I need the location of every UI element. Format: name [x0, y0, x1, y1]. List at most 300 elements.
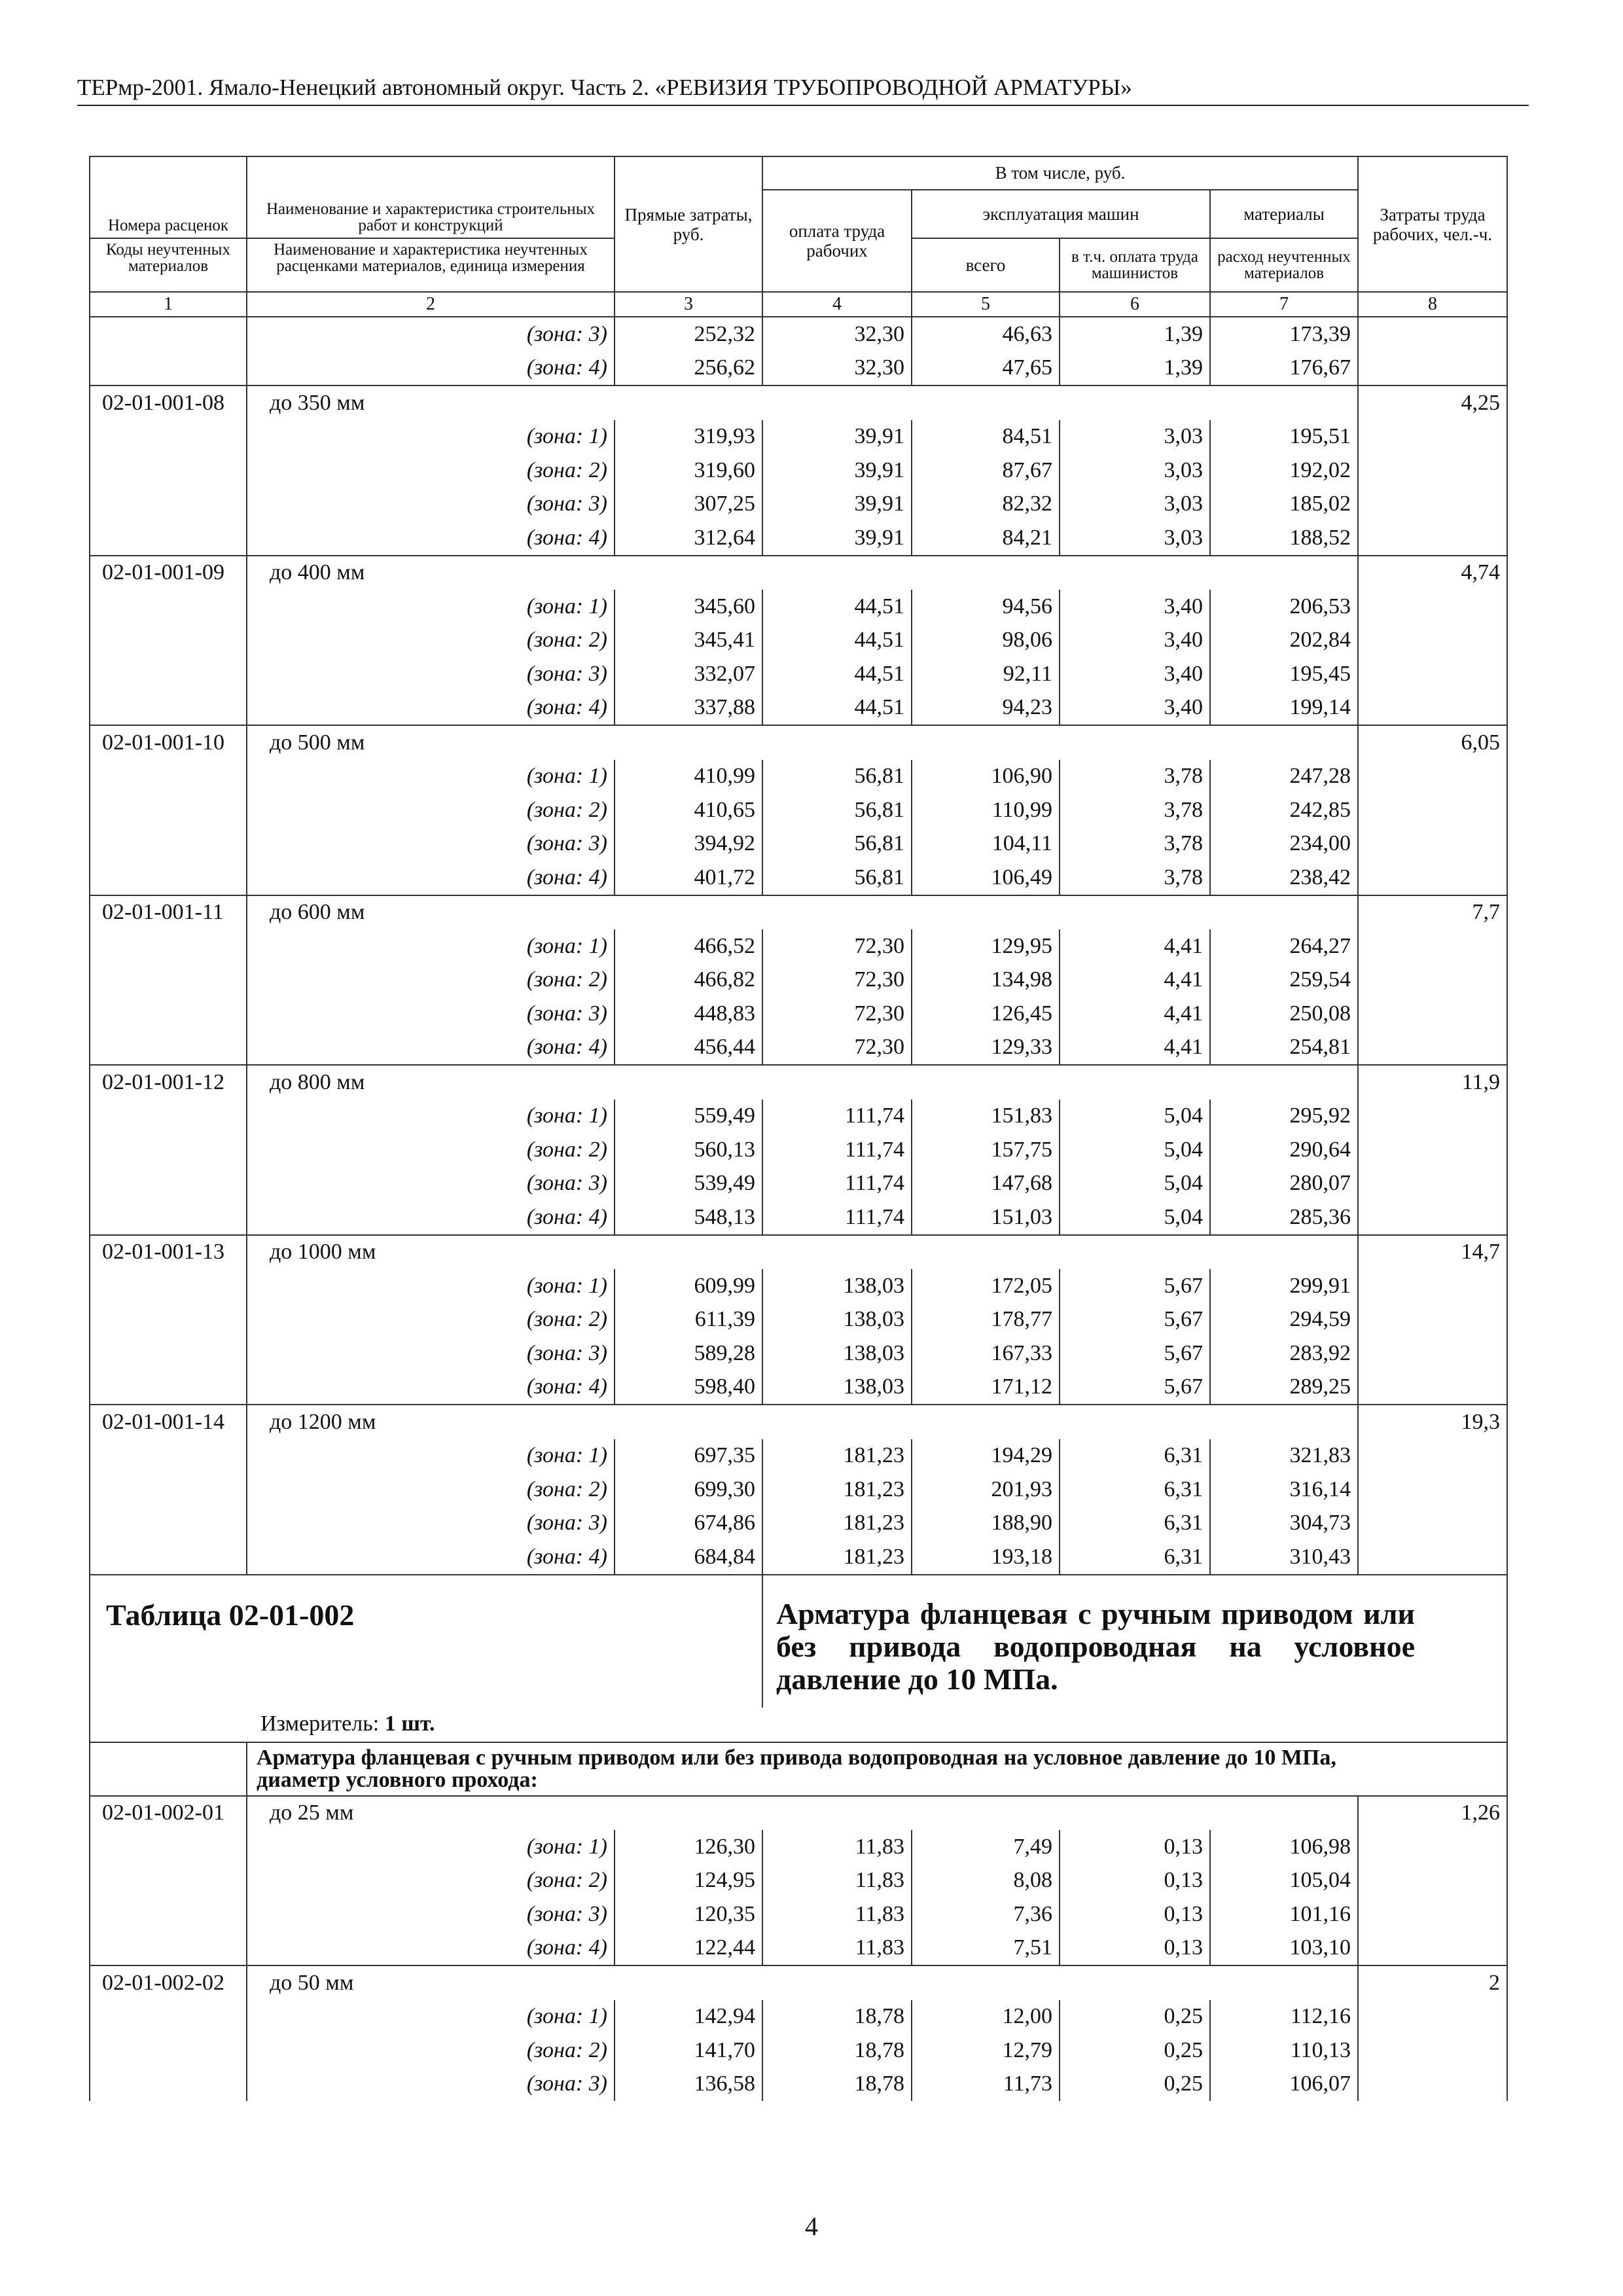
material-expense-value: 106,98 [1210, 1830, 1358, 1864]
worker-wages-value: 11,83 [762, 1931, 912, 1966]
direct-costs-value: 401,72 [615, 861, 762, 895]
rate-code-empty [90, 2068, 247, 2102]
rate-name: до 50 мм [247, 1965, 1358, 2000]
machinist-wages-value: 4,41 [1060, 929, 1210, 963]
material-expense-value: 112,16 [1210, 2000, 1358, 2034]
labor-costs-value: 4,74 [1358, 556, 1507, 590]
machinist-wages-value: 3,40 [1060, 590, 1210, 624]
zone-row [90, 1031, 1507, 1066]
machinist-wages-value: 5,67 [1060, 1371, 1210, 1405]
labor-empty [1358, 1864, 1507, 1898]
col-header-material-names: Наименование и характеристика неучтенных расценками материалов, единица измерения [247, 238, 615, 292]
worker-wages-value: 138,03 [762, 1371, 912, 1405]
rate-row [90, 895, 1507, 930]
zone-label: (зона: 4) [247, 691, 615, 726]
worker-wages-value: 32,30 [762, 317, 912, 351]
labor-empty [1358, 861, 1507, 895]
labor-empty [1358, 1167, 1507, 1201]
direct-costs-value: 345,60 [615, 590, 762, 624]
rate-name: до 500 мм [247, 725, 1358, 760]
machine-total-value: 171,12 [912, 1371, 1060, 1405]
zone-label: (зона: 3) [247, 2068, 615, 2102]
material-expense-value: 289,25 [1210, 1371, 1358, 1405]
machinist-wages-value: 0,25 [1060, 2000, 1210, 2034]
worker-wages-value: 44,51 [762, 624, 912, 658]
worker-wages-value: 72,30 [762, 997, 912, 1031]
zone-label: (зона: 3) [247, 1167, 615, 1201]
machinist-wages-value: 3,03 [1060, 420, 1210, 454]
zone-label: (зона: 4) [247, 351, 615, 386]
col-header-labor-costs: Затраты труда рабочих, чел.-ч. [1358, 156, 1507, 292]
rate-code-empty [90, 1303, 247, 1337]
labor-empty [1358, 488, 1507, 522]
rate-row [90, 556, 1507, 590]
labor-costs-value: 1,26 [1358, 1796, 1507, 1831]
labor-empty [1358, 1200, 1507, 1235]
zone-label: (зона: 1) [247, 420, 615, 454]
zone-label: (зона: 4) [247, 1031, 615, 1066]
machinist-wages-value: 6,31 [1060, 1540, 1210, 1575]
labor-empty [1358, 827, 1507, 861]
zone-label: (зона: 2) [247, 793, 615, 827]
material-expense-value: 250,08 [1210, 997, 1358, 1031]
machine-total-value: 157,75 [912, 1133, 1060, 1167]
zone-label: (зона: 4) [247, 1371, 615, 1405]
machine-total-value: 94,23 [912, 691, 1060, 726]
rate-code-empty [90, 793, 247, 827]
direct-costs-value: 122,44 [615, 1931, 762, 1966]
worker-wages-value: 39,91 [762, 454, 912, 488]
zone-row [90, 1303, 1507, 1337]
zone-row [90, 827, 1507, 861]
col-number: 3 [615, 292, 762, 317]
material-expense-value: 283,92 [1210, 1336, 1358, 1371]
rate-code: 02-01-001-14 [90, 1405, 247, 1439]
zone-label: (зона: 1) [247, 1100, 615, 1134]
direct-costs-value: 410,65 [615, 793, 762, 827]
zone-label: (зона: 1) [247, 590, 615, 624]
rate-code: 02-01-001-11 [90, 895, 247, 930]
machine-total-value: 106,49 [912, 861, 1060, 895]
zone-label: (зона: 2) [247, 1303, 615, 1337]
zone-label: (зона: 4) [247, 1200, 615, 1235]
rate-code: 02-01-001-10 [90, 725, 247, 760]
worker-wages-value: 138,03 [762, 1269, 912, 1303]
rate-code-empty [90, 1540, 247, 1575]
material-expense-value: 295,92 [1210, 1100, 1358, 1134]
machine-total-value: 110,99 [912, 793, 1060, 827]
zone-label: (зона: 1) [247, 2000, 615, 2034]
material-expense-value: 316,14 [1210, 1473, 1358, 1507]
material-expense-value: 299,91 [1210, 1269, 1358, 1303]
machinist-wages-value: 3,78 [1060, 861, 1210, 895]
worker-wages-value: 181,23 [762, 1540, 912, 1575]
col-number: 5 [912, 292, 1060, 317]
rate-code-empty [90, 488, 247, 522]
machine-total-value: 167,33 [912, 1336, 1060, 1371]
direct-costs-value: 466,82 [615, 963, 762, 997]
direct-costs-value: 126,30 [615, 1830, 762, 1864]
machinist-wages-value: 4,41 [1060, 963, 1210, 997]
zone-row [90, 929, 1507, 963]
labor-empty [1358, 521, 1507, 556]
zone-row [90, 1540, 1507, 1575]
worker-wages-value: 18,78 [762, 2034, 912, 2068]
rate-code-empty [90, 454, 247, 488]
rate-code-empty [90, 2034, 247, 2068]
machinist-wages-value: 1,39 [1060, 317, 1210, 351]
labor-costs-value: 7,7 [1358, 895, 1507, 930]
material-expense-value: 199,14 [1210, 691, 1358, 726]
machinist-wages-value: 5,67 [1060, 1303, 1210, 1337]
page-number: 4 [805, 2212, 818, 2241]
labor-empty [1358, 657, 1507, 691]
worker-wages-value: 72,30 [762, 929, 912, 963]
column-numbers-row [90, 292, 1507, 317]
rate-code-empty [90, 420, 247, 454]
zone-row [90, 793, 1507, 827]
machine-total-value: 151,83 [912, 1100, 1060, 1134]
rate-code-empty [90, 1200, 247, 1235]
material-expense-value: 110,13 [1210, 2034, 1358, 2068]
direct-costs-value: 560,13 [615, 1133, 762, 1167]
machinist-wages-value: 0,25 [1060, 2068, 1210, 2102]
material-expense-value: 188,52 [1210, 521, 1358, 556]
labor-costs-value: 14,7 [1358, 1235, 1507, 1270]
material-expense-value: 185,02 [1210, 488, 1358, 522]
machine-total-value: 46,63 [912, 317, 1060, 351]
material-expense-value: 234,00 [1210, 827, 1358, 861]
rate-name: до 600 мм [247, 895, 1358, 930]
labor-empty [1358, 1473, 1507, 1507]
machine-total-value: 147,68 [912, 1167, 1060, 1201]
machinist-wages-value: 1,39 [1060, 351, 1210, 386]
material-expense-value: 105,04 [1210, 1864, 1358, 1898]
machine-total-value: 129,33 [912, 1031, 1060, 1066]
machinist-wages-value: 5,67 [1060, 1269, 1210, 1303]
machine-total-value: 11,73 [912, 2068, 1060, 2102]
material-expense-value: 290,64 [1210, 1133, 1358, 1167]
material-expense-value: 173,39 [1210, 317, 1358, 351]
col-number: 6 [1060, 292, 1210, 317]
material-expense-value: 321,83 [1210, 1439, 1358, 1473]
rate-row [90, 725, 1507, 760]
rate-code-empty [90, 317, 247, 351]
material-expense-value: 103,10 [1210, 1931, 1358, 1966]
labor-costs-value: 6,05 [1358, 725, 1507, 760]
direct-costs-value: 674,86 [615, 1507, 762, 1541]
labor-empty [1358, 1507, 1507, 1541]
zone-label: (зона: 3) [247, 1336, 615, 1371]
worker-wages-value: 44,51 [762, 691, 912, 726]
zone-row [90, 420, 1507, 454]
direct-costs-value: 252,32 [615, 317, 762, 351]
direct-costs-value: 548,13 [615, 1200, 762, 1235]
labor-empty [1358, 1439, 1507, 1473]
direct-costs-value: 120,35 [615, 1897, 762, 1931]
machine-total-value: 106,90 [912, 760, 1060, 794]
machine-total-value: 194,29 [912, 1439, 1060, 1473]
zone-label: (зона: 2) [247, 624, 615, 658]
material-expense-value: 285,36 [1210, 1200, 1358, 1235]
zone-row [90, 1864, 1507, 1898]
rate-code-empty [90, 861, 247, 895]
zone-label: (зона: 2) [247, 1864, 615, 1898]
worker-wages-value: 72,30 [762, 963, 912, 997]
labor-empty [1358, 1336, 1507, 1371]
material-expense-value: 254,81 [1210, 1031, 1358, 1066]
zone-label: (зона: 3) [247, 827, 615, 861]
machinist-wages-value: 5,04 [1060, 1167, 1210, 1201]
worker-wages-value: 44,51 [762, 657, 912, 691]
rate-code-empty [90, 351, 247, 386]
labor-empty [1358, 1897, 1507, 1931]
machine-total-value: 193,18 [912, 1540, 1060, 1575]
measure-row [90, 1708, 1507, 1742]
worker-wages-value: 44,51 [762, 590, 912, 624]
col-header-machinist-wages: в т.ч. оплата труда машинистов [1060, 238, 1210, 292]
zone-row [90, 590, 1507, 624]
zone-row [90, 317, 1507, 351]
rate-code: 02-01-001-12 [90, 1065, 247, 1100]
zone-row [90, 1473, 1507, 1507]
machine-total-value: 151,03 [912, 1200, 1060, 1235]
machine-total-value: 7,36 [912, 1897, 1060, 1931]
labor-empty [1358, 1100, 1507, 1134]
zone-label: (зона: 4) [247, 861, 615, 895]
material-expense-value: 247,28 [1210, 760, 1358, 794]
machine-total-value: 7,49 [912, 1830, 1060, 1864]
rate-code: 02-01-002-02 [90, 1965, 247, 2000]
direct-costs-value: 456,44 [615, 1031, 762, 1066]
machinist-wages-value: 0,13 [1060, 1864, 1210, 1898]
table-id: Таблица 02-01-002 [90, 1575, 762, 1708]
rate-row [90, 1065, 1507, 1100]
col-number: 4 [762, 292, 912, 317]
group-heading: Арматура фланцевая с ручным приводом или без привода водопроводная на условное давление до 10 МПа, диаметр условного прохода: [247, 1742, 1507, 1796]
measure-unit [90, 1708, 1507, 1742]
rate-name: до 800 мм [247, 1065, 1358, 1100]
direct-costs-value: 319,60 [615, 454, 762, 488]
material-expense-value: 264,27 [1210, 929, 1358, 963]
labor-empty [1358, 2068, 1507, 2102]
direct-costs-value: 141,70 [615, 2034, 762, 2068]
worker-wages-value: 32,30 [762, 351, 912, 386]
material-expense-value: 304,73 [1210, 1507, 1358, 1541]
measure-label: Измеритель: [260, 1711, 380, 1736]
rate-code-empty [90, 2000, 247, 2034]
rate-row [90, 1965, 1507, 2000]
material-expense-value: 242,85 [1210, 793, 1358, 827]
machine-total-value: 92,11 [912, 657, 1060, 691]
zone-row [90, 488, 1507, 522]
labor-costs-value: 4,25 [1358, 386, 1507, 420]
col-header-direct-costs: Прямые затраты, руб. [615, 156, 762, 292]
direct-costs-value: 337,88 [615, 691, 762, 726]
machinist-wages-value: 0,25 [1060, 2034, 1210, 2068]
labor-empty [1358, 1540, 1507, 1575]
direct-costs-value: 124,95 [615, 1864, 762, 1898]
zone-label: (зона: 4) [247, 1540, 615, 1575]
zone-label: (зона: 1) [247, 760, 615, 794]
machinist-wages-value: 5,04 [1060, 1200, 1210, 1235]
machine-total-value: 84,21 [912, 521, 1060, 556]
machinist-wages-value: 3,40 [1060, 624, 1210, 658]
zone-row [90, 1931, 1507, 1966]
col-number: 1 [90, 292, 247, 317]
material-expense-value: 106,07 [1210, 2068, 1358, 2102]
zone-label: (зона: 3) [247, 317, 615, 351]
direct-costs-value: 410,99 [615, 760, 762, 794]
zone-row [90, 1507, 1507, 1541]
worker-wages-value: 111,74 [762, 1167, 912, 1201]
col-header-material-codes: Коды неучтенных материалов [90, 238, 247, 292]
labor-empty [1358, 1269, 1507, 1303]
rate-code: 02-01-001-09 [90, 556, 247, 590]
worker-wages-value: 39,91 [762, 420, 912, 454]
worker-wages-value: 18,78 [762, 2068, 912, 2102]
worker-wages-value: 56,81 [762, 827, 912, 861]
zone-label: (зона: 4) [247, 521, 615, 556]
labor-costs-value: 19,3 [1358, 1405, 1507, 1439]
group-heading-row [90, 1742, 1507, 1796]
zone-label: (зона: 3) [247, 1507, 615, 1541]
worker-wages-value: 11,83 [762, 1830, 912, 1864]
direct-costs-value: 697,35 [615, 1439, 762, 1473]
direct-costs-value: 589,28 [615, 1336, 762, 1371]
rate-code-empty [90, 1100, 247, 1134]
rate-code-empty [90, 760, 247, 794]
direct-costs-value: 256,62 [615, 351, 762, 386]
col-header-rate-numbers: Номера расценок [90, 156, 247, 238]
machine-total-value: 7,51 [912, 1931, 1060, 1966]
worker-wages-value: 39,91 [762, 488, 912, 522]
material-expense-value: 202,84 [1210, 624, 1358, 658]
machinist-wages-value: 0,13 [1060, 1897, 1210, 1931]
zone-label: (зона: 2) [247, 454, 615, 488]
group-heading-empty [90, 1742, 247, 1796]
rate-code-empty [90, 1830, 247, 1864]
table-title-row [90, 1575, 1507, 1708]
rate-name: до 25 мм [247, 1796, 1358, 1831]
worker-wages-value: 11,83 [762, 1897, 912, 1931]
machinist-wages-value: 3,40 [1060, 657, 1210, 691]
rate-name: до 400 мм [247, 556, 1358, 590]
rate-code-empty [90, 963, 247, 997]
worker-wages-value: 138,03 [762, 1303, 912, 1337]
machinist-wages-value: 6,31 [1060, 1439, 1210, 1473]
material-expense-value: 259,54 [1210, 963, 1358, 997]
running-header: ТЕРмр-2001. Ямало-Ненецкий автономный округ. Часть 2. «РЕВИЗИЯ ТРУБОПРОВОДНОЙ АРМАТУРЫ» [77, 73, 1529, 106]
zone-label: (зона: 2) [247, 963, 615, 997]
labor-costs-value: 11,9 [1358, 1065, 1507, 1100]
machine-total-value: 104,11 [912, 827, 1060, 861]
machine-total-value: 178,77 [912, 1303, 1060, 1337]
zone-label: (зона: 3) [247, 1897, 615, 1931]
rate-code-empty [90, 691, 247, 726]
zone-row [90, 1167, 1507, 1201]
machine-total-value: 82,32 [912, 488, 1060, 522]
machinist-wages-value: 3,78 [1060, 760, 1210, 794]
worker-wages-value: 111,74 [762, 1100, 912, 1134]
machine-total-value: 188,90 [912, 1507, 1060, 1541]
labor-empty [1358, 624, 1507, 658]
labor-empty [1358, 454, 1507, 488]
worker-wages-value: 11,83 [762, 1864, 912, 1898]
machinist-wages-value: 3,03 [1060, 521, 1210, 556]
zone-label: (зона: 1) [247, 1439, 615, 1473]
zone-row [90, 1269, 1507, 1303]
zone-label: (зона: 2) [247, 1473, 615, 1507]
zone-label: (зона: 2) [247, 2034, 615, 2068]
zone-row [90, 861, 1507, 895]
rate-row [90, 1796, 1507, 1831]
machine-total-value: 126,45 [912, 997, 1060, 1031]
direct-costs-value: 142,94 [615, 2000, 762, 2034]
rate-code-empty [90, 1931, 247, 1966]
machinist-wages-value: 5,04 [1060, 1100, 1210, 1134]
zone-row [90, 1830, 1507, 1864]
rate-name: до 350 мм [247, 386, 1358, 420]
worker-wages-value: 138,03 [762, 1336, 912, 1371]
rate-code-empty [90, 657, 247, 691]
labor-empty [1358, 1031, 1507, 1066]
machinist-wages-value: 4,41 [1060, 1031, 1210, 1066]
worker-wages-value: 111,74 [762, 1133, 912, 1167]
labor-empty [1358, 1303, 1507, 1337]
machinist-wages-value: 6,31 [1060, 1473, 1210, 1507]
worker-wages-value: 56,81 [762, 760, 912, 794]
machine-total-value: 8,08 [912, 1864, 1060, 1898]
zone-row [90, 454, 1507, 488]
worker-wages-value: 56,81 [762, 861, 912, 895]
zone-label: (зона: 1) [247, 1269, 615, 1303]
zone-row [90, 997, 1507, 1031]
rate-code-empty [90, 590, 247, 624]
material-expense-value: 310,43 [1210, 1540, 1358, 1575]
direct-costs-value: 307,25 [615, 488, 762, 522]
direct-costs-value: 345,41 [615, 624, 762, 658]
zone-row [90, 1897, 1507, 1931]
material-expense-value: 195,45 [1210, 657, 1358, 691]
zone-row [90, 1439, 1507, 1473]
material-expense-value: 176,67 [1210, 351, 1358, 386]
zone-row [90, 2034, 1507, 2068]
worker-wages-value: 39,91 [762, 521, 912, 556]
zone-row [90, 1371, 1507, 1405]
worker-wages-value: 181,23 [762, 1439, 912, 1473]
rate-code-empty [90, 1336, 247, 1371]
machinist-wages-value: 3,03 [1060, 488, 1210, 522]
zone-row [90, 760, 1507, 794]
material-expense-value: 192,02 [1210, 454, 1358, 488]
direct-costs-value: 609,99 [615, 1269, 762, 1303]
col-header-machine-operation: эксплуатация машин [912, 190, 1210, 238]
rate-code-empty [90, 1031, 247, 1066]
worker-wages-value: 181,23 [762, 1507, 912, 1541]
machine-total-value: 94,56 [912, 590, 1060, 624]
zone-label: (зона: 3) [247, 488, 615, 522]
rate-code: 02-01-001-08 [90, 386, 247, 420]
worker-wages-value: 111,74 [762, 1200, 912, 1235]
zone-row [90, 1133, 1507, 1167]
col-number: 2 [247, 292, 615, 317]
zone-row [90, 963, 1507, 997]
labor-empty [1358, 997, 1507, 1031]
zone-row [90, 2068, 1507, 2102]
zone-row [90, 351, 1507, 386]
direct-costs-value: 448,83 [615, 997, 762, 1031]
